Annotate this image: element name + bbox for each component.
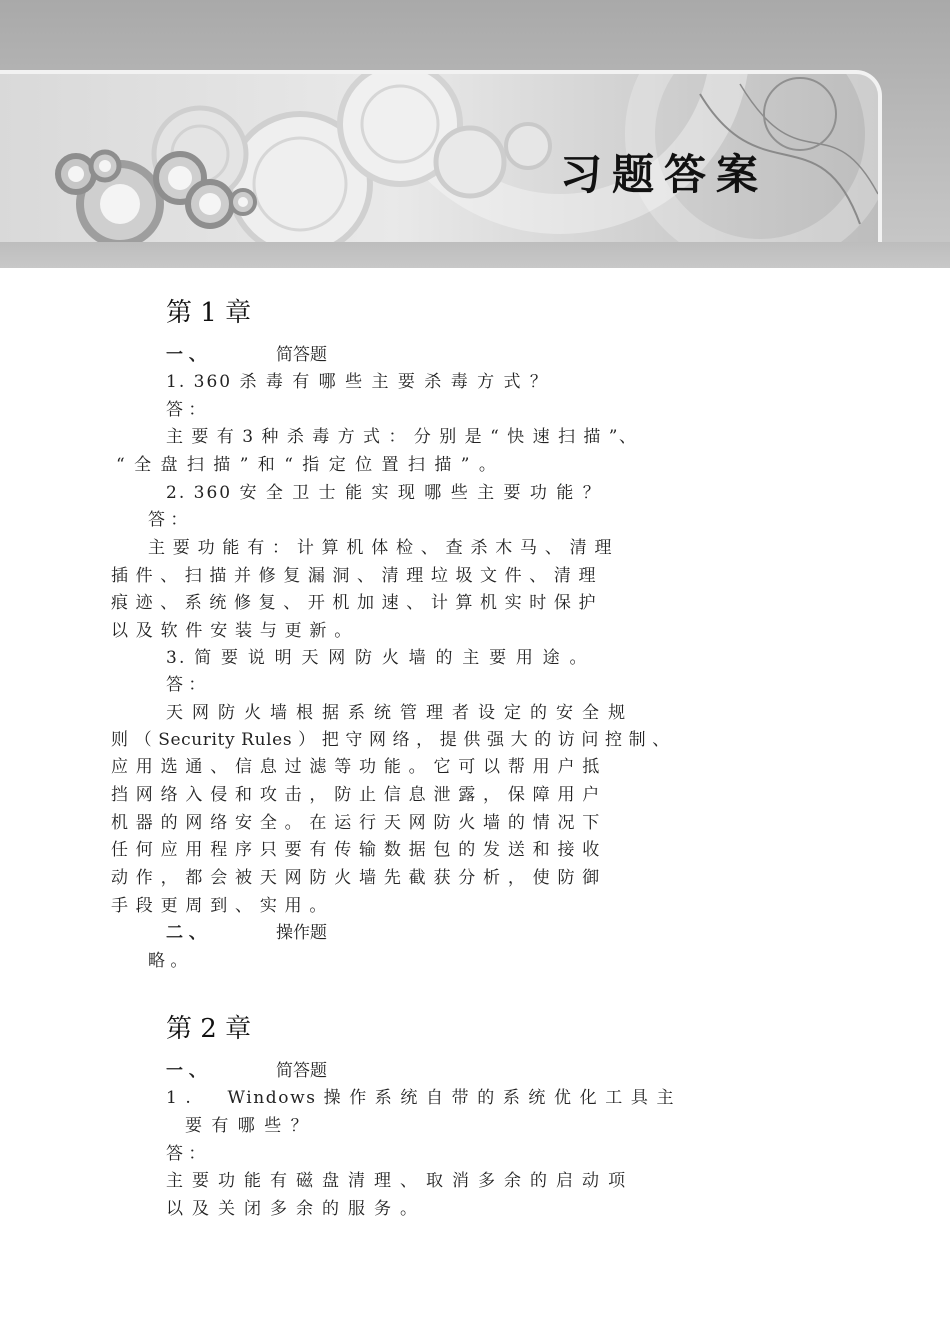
ch1-section-2-answer: 略 。 <box>148 951 188 971</box>
ch1-answer-2-line-4: 以 及 软 件 安 装 与 更 新 。 <box>111 621 353 641</box>
ch2-answer-1-line-1: 主 要 功 能 有 磁 盘 清 理 、 取 消 多 余 的 启 动 项 <box>166 1171 627 1191</box>
ch2-answer-1-label: 答 ： <box>166 1144 206 1164</box>
ch1-answer-3-line-1: 天 网 防 火 墙 根 据 系 统 管 理 者 设 定 的 安 全 规 <box>166 703 627 723</box>
section-number: 一 、 <box>166 1061 206 1081</box>
page-title: 习题答案 <box>560 150 769 199</box>
banner-footer-strip <box>0 242 950 268</box>
ch1-answer-1-line-1: 主 要 有 3 种 杀 毒 方 式 ： 分 别 是 “ 快 速 扫 描 ”、 <box>166 427 638 447</box>
ch1-answer-2-label: 答 ： <box>148 510 188 530</box>
ch2-question-1-line-2: 要 有 哪 些 ？ <box>185 1116 310 1136</box>
ch1-answer-3-line-6: 任 何 应 用 程 序 只 要 有 传 输 数 据 包 的 发 送 和 接 收 <box>111 840 601 860</box>
ch1-answer-2-line-3: 痕 迹 、 系 统 修 复 、 开 机 加 速 、 计 算 机 实 时 保 护 <box>111 593 597 613</box>
ch2-section-1-heading <box>166 1056 327 1081</box>
ch1-question-3: 3. 简 要 说 明 天 网 防 火 墙 的 主 要 用 途 。 <box>166 648 589 668</box>
ch1-answer-2-line-2: 插 件 、 扫 描 并 修 复 漏 洞 、 清 理 垃 圾 文 件 、 清 理 <box>111 566 597 586</box>
ch1-answer-3-line-8: 手 段 更 周 到 、 实 用 。 <box>111 896 328 916</box>
ch1-section-1-heading <box>166 340 327 365</box>
section-label: 操作题 <box>276 923 327 943</box>
ch1-question-2: 2. 360 安 全 卫 士 能 实 现 哪 些 主 要 功 能 ？ <box>166 483 602 503</box>
ch1-question-1: 1. 360 杀 毒 有 哪 些 主 要 杀 毒 方 式 ？ <box>166 372 549 392</box>
ch1-answer-2-line-1: 主 要 功 能 有 ： 计 算 机 体 检 、 查 杀 木 马 、 清 理 <box>148 538 613 558</box>
section-number: 二 、 <box>166 923 206 943</box>
section-label: 简答题 <box>276 1061 327 1081</box>
ch1-answer-3-line-4: 挡 网 络 入 侵 和 攻 击 ， 防 止 信 息 泄 露 ， 保 障 用 户 <box>111 785 601 805</box>
ch1-answer-1-line-2: “ 全 盘 扫 描 ” 和 “ 指 定 位 置 扫 描 ” 。 <box>116 455 498 475</box>
ch1-answer-3-label: 答 ： <box>166 675 206 695</box>
ch1-answer-3-line-3: 应 用 选 通 、 信 息 过 滤 等 功 能 。 它 可 以 帮 用 户 抵 <box>111 757 601 777</box>
ch2-question-1-line-1: 1 . Windows 操 作 系 统 自 带 的 系 统 优 化 工 具 主 <box>166 1088 676 1108</box>
ch1-answer-3-line-2: 则 （ Security Rules ） 把 守 网 络 ， 提 供 强 大 的 访 问 控 制 、 <box>111 730 670 750</box>
ch1-answer-1-label: 答 ： <box>166 400 206 420</box>
section-label: 简答题 <box>276 345 327 365</box>
ch1-answer-3-line-7: 动 作 ， 都 会 被 天 网 防 火 墙 先 截 获 分 析 ， 使 防 御 <box>111 868 601 888</box>
ch2-answer-1-line-2: 以 及 关 闭 多 余 的 服 务 。 <box>166 1199 419 1219</box>
section-number: 一 、 <box>166 345 206 365</box>
chapter-1-title: 第 1 章 <box>166 298 252 328</box>
ch1-section-2-heading <box>166 918 327 943</box>
ch1-answer-3-line-5: 机 器 的 网 络 安 全 。 在 运 行 天 网 防 火 墙 的 情 况 下 <box>111 813 601 833</box>
chapter-2-title: 第 2 章 <box>166 1014 252 1044</box>
